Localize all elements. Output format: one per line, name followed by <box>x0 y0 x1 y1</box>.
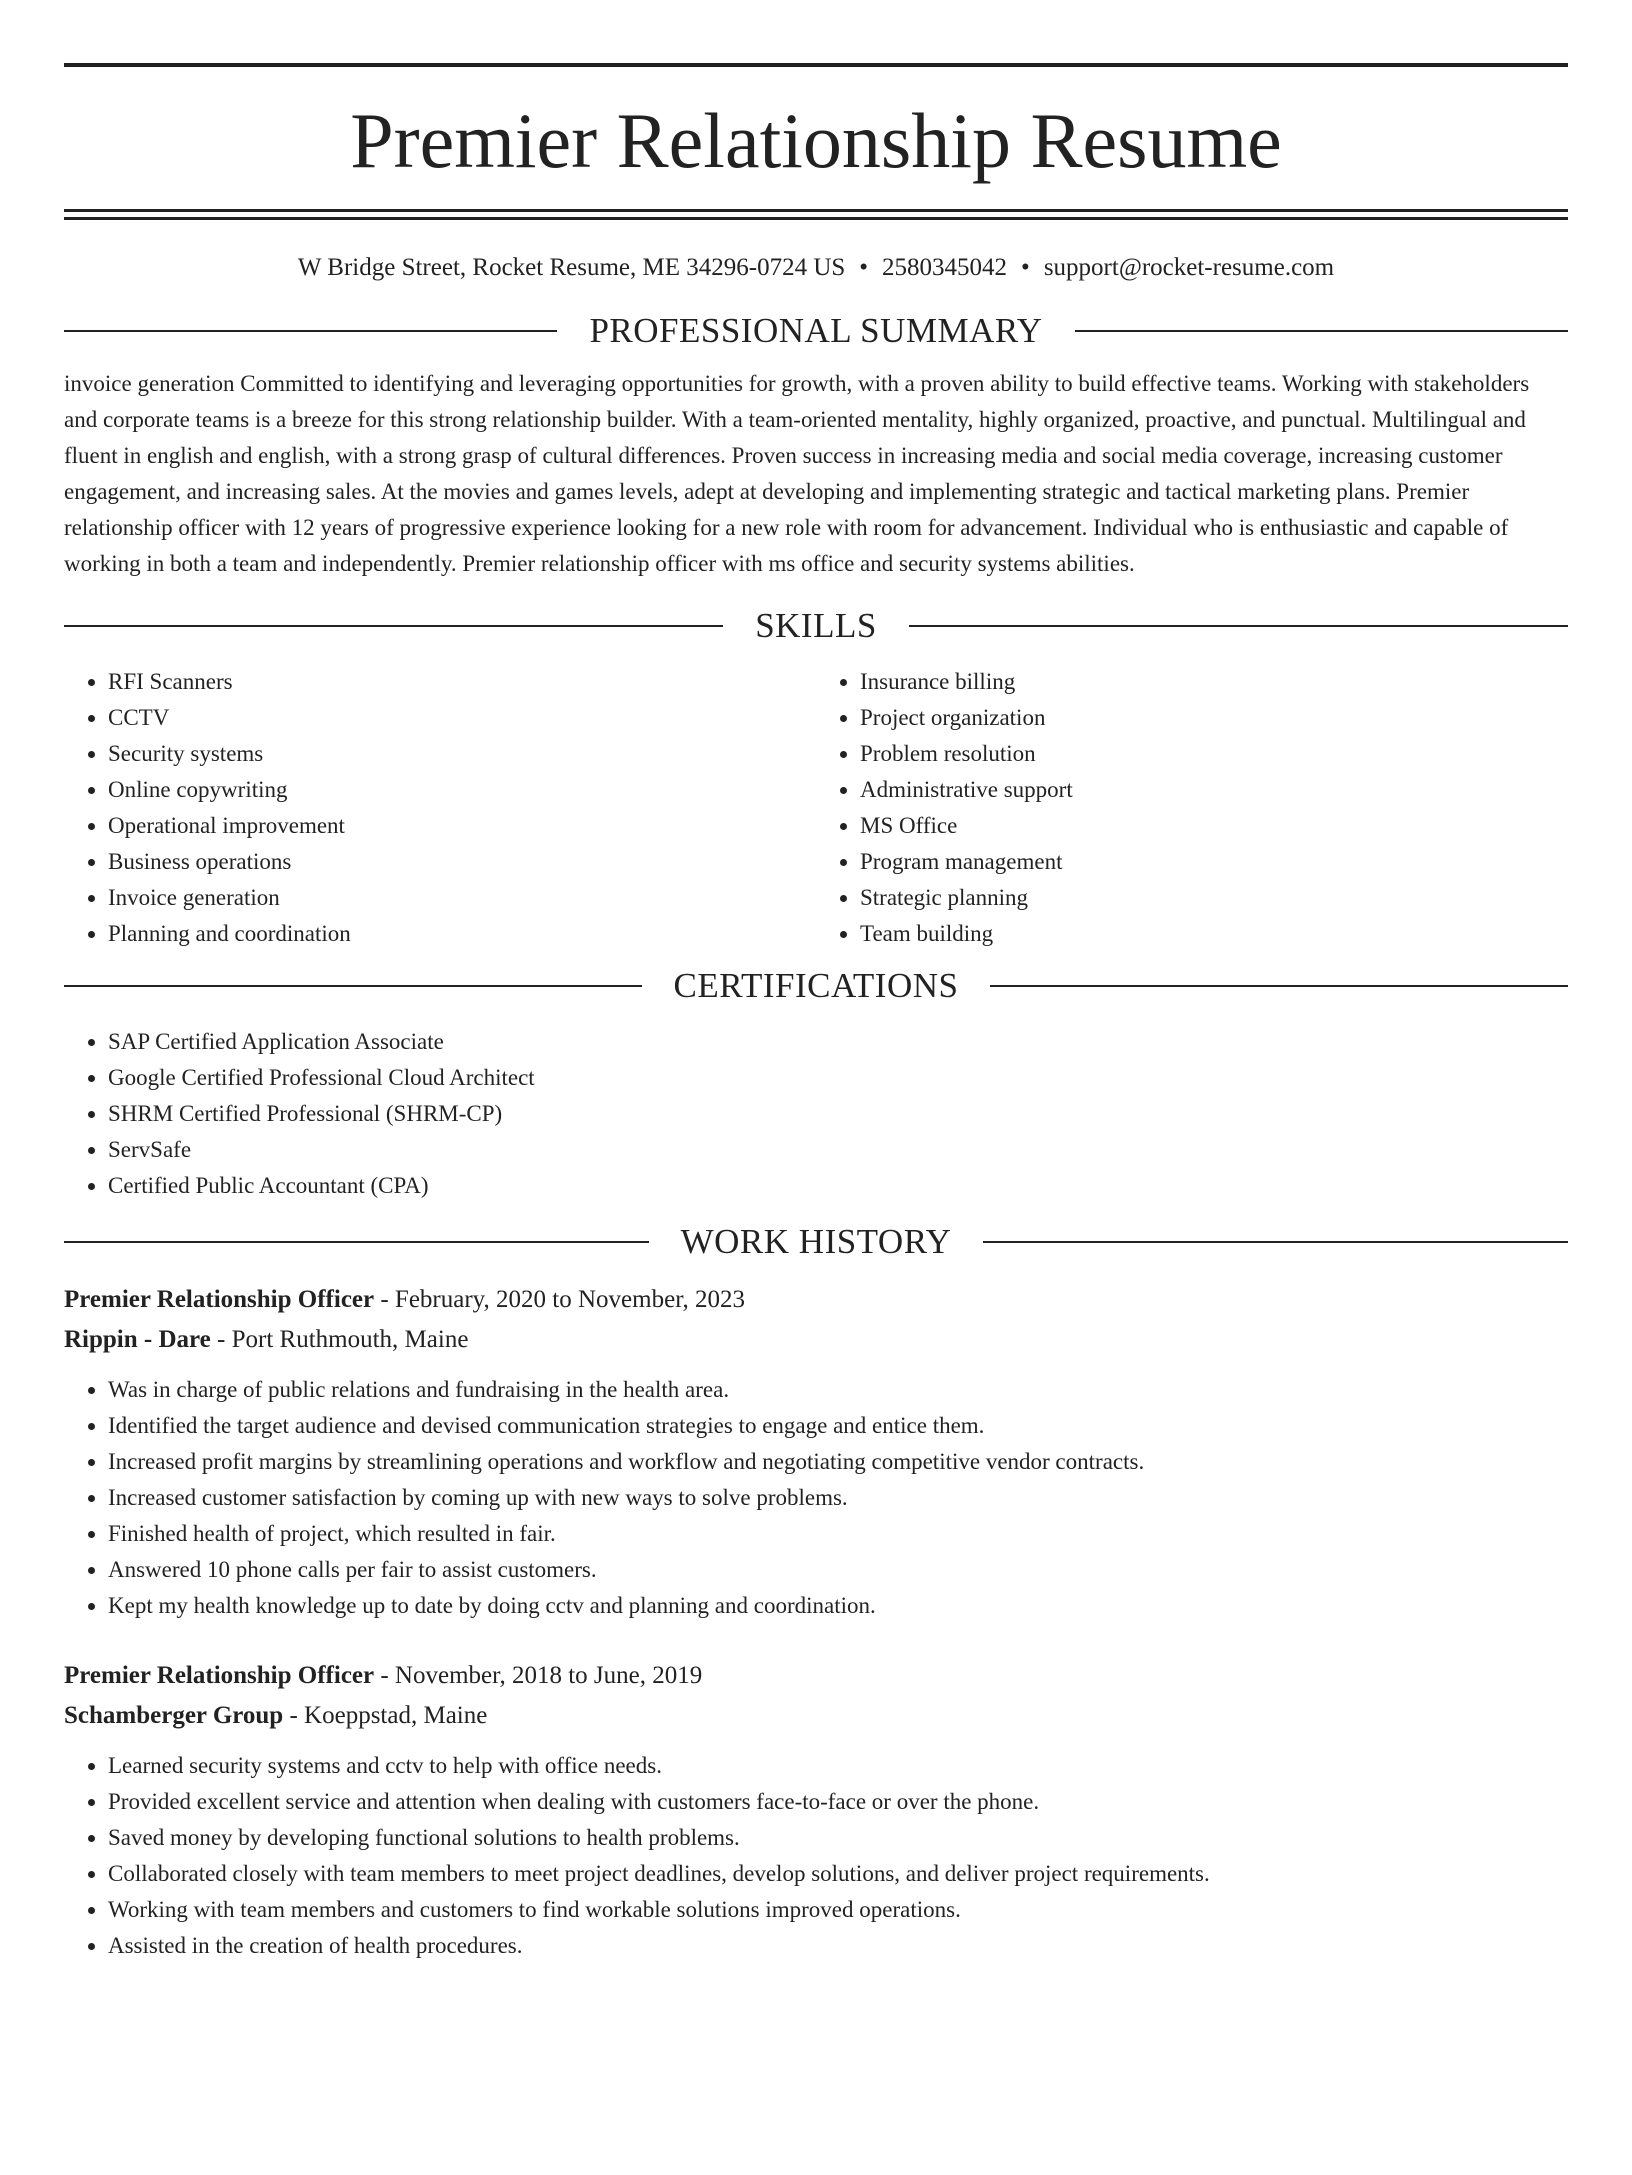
job-title: Premier Relationship Officer <box>64 1286 375 1313</box>
certifications-heading <box>64 964 1568 1008</box>
skill-item: • Online copywriting <box>108 772 816 808</box>
certification-item: • SAP Certified Application Associate <box>108 1024 1568 1060</box>
skill-item: • Planning and coordination <box>108 916 816 952</box>
job-bullet: • Collaborated closely with team members to meet project deadlines, develop solutions, and deliver project requirements. <box>108 1856 1568 1892</box>
skill-item: • Problem resolution <box>860 736 1568 772</box>
skills-grid <box>64 664 1568 952</box>
job-dates: - February, 2020 to November, 2023 <box>380 1286 746 1313</box>
job-entry <box>64 1280 1568 1624</box>
heading-rule-left <box>64 330 557 332</box>
job-bullet: • Increased profit margins by streamlining operations and workflow and negotiating competitive vendor contracts. <box>108 1444 1568 1480</box>
heading-rule-right <box>1075 330 1568 332</box>
skill-item: • Insurance billing <box>860 664 1568 700</box>
certification-item: • Certified Public Accountant (CPA) <box>108 1168 1568 1204</box>
contact-email: support@rocket-resume.com <box>1043 254 1335 281</box>
certification-item: • Google Certified Professional Cloud Architect <box>108 1060 1568 1096</box>
job-bullets <box>64 1372 1568 1624</box>
resume-page <box>0 63 1632 2175</box>
job-bullet: • Learned security systems and cctv to help with office needs. <box>108 1748 1568 1784</box>
heading-rule-left <box>64 625 723 627</box>
heading-rule-left <box>64 985 642 987</box>
certification-item: • ServSafe <box>108 1132 1568 1168</box>
job-bullet: • Kept my health knowledge up to date by doing cctv and planning and coordination. <box>108 1588 1568 1624</box>
job-location: - Koeppstad, Maine <box>289 1702 488 1729</box>
job-dates: - November, 2018 to June, 2019 <box>380 1662 703 1689</box>
skill-item: • Project organization <box>860 700 1568 736</box>
summary-heading <box>64 309 1568 353</box>
job-company-line <box>64 1696 1568 1736</box>
summary-text: invoice generation Committed to identifying and leveraging opportunities for growth, with a proven ability to build effective teams. Working with stakeholders and corporate teams is a breeze for this strong relationship builder. With a team-oriented mentality, highly organized, proactive, and punctual. Multilingual and fluent in english and english, with a strong grasp of cultural differences. Proven success in increasing media and social media coverage, increasing customer engagement, and increasing sales. At the movies and games levels, adept at developing and implementing strategic and tactical marketing plans. Premier relationship officer with 12 years of progressive experience looking for a new role with room for advancement. Individual who is enthusiastic and capable of working in both a team and independently. Premier relationship officer with ms office and security systems abilities. <box>64 371 1530 576</box>
job-bullets <box>64 1748 1568 1964</box>
work-heading <box>64 1220 1568 1264</box>
skill-item: • Team building <box>860 916 1568 952</box>
resume-title: Premier Relationship Resume <box>350 97 1282 184</box>
heading-rule-right <box>983 1241 1568 1243</box>
job-bullet: • Was in charge of public relations and fundraising in the health area. <box>108 1372 1568 1408</box>
skill-item: • Strategic planning <box>860 880 1568 916</box>
job-title: Premier Relationship Officer <box>64 1662 375 1689</box>
job-bullet: • Finished health of project, which resulted in fair. <box>108 1516 1568 1552</box>
job-bullet: • Provided excellent service and attention when dealing with customers face-to-face or over the phone. <box>108 1784 1568 1820</box>
skills-list-right <box>816 664 1568 952</box>
job-bullet: • Answered 10 phone calls per fair to assist customers. <box>108 1552 1568 1588</box>
job-bullet: • Saved money by developing functional solutions to health problems. <box>108 1820 1568 1856</box>
contact-line <box>64 253 1568 283</box>
skill-item: • Business operations <box>108 844 816 880</box>
heading-rule-left <box>64 1241 649 1243</box>
job-title-line <box>64 1656 1568 1696</box>
skills-list-left <box>64 664 816 952</box>
skills-heading-text: SKILLS <box>755 606 877 645</box>
header-double-rule <box>64 209 1568 220</box>
heading-rule-right <box>990 985 1568 987</box>
header-top-rule <box>64 63 1568 67</box>
contact-separator: • <box>859 254 869 281</box>
job-company: Rippin - Dare <box>64 1326 211 1353</box>
contact-phone: 2580345042 <box>882 254 1008 281</box>
skills-heading <box>64 604 1568 648</box>
job-location: - Port Ruthmouth, Maine <box>217 1326 469 1353</box>
skill-item: • Invoice generation <box>108 880 816 916</box>
heading-rule-right <box>909 625 1568 627</box>
summary-heading-text: PROFESSIONAL SUMMARY <box>589 311 1043 350</box>
skill-item: • CCTV <box>108 700 816 736</box>
job-company: Schamberger Group <box>64 1702 284 1729</box>
certifications-heading-text: CERTIFICATIONS <box>673 966 959 1005</box>
job-bullet: • Working with team members and customers to find workable solutions improved operations. <box>108 1892 1568 1928</box>
job-title-line <box>64 1280 1568 1320</box>
skill-item: • Operational improvement <box>108 808 816 844</box>
skill-item: • Security systems <box>108 736 816 772</box>
contact-address: W Bridge Street, Rocket Resume, ME 34296-0724 US <box>297 254 846 281</box>
job-entry <box>64 1656 1568 1964</box>
work-heading-text: WORK HISTORY <box>680 1222 952 1261</box>
skill-item: • RFI Scanners <box>108 664 816 700</box>
skill-item: • Program management <box>860 844 1568 880</box>
skill-item: • MS Office <box>860 808 1568 844</box>
certifications-list <box>64 1024 1568 1204</box>
contact-separator: • <box>1021 254 1030 281</box>
job-bullet: • Increased customer satisfaction by coming up with new ways to solve problems. <box>108 1480 1568 1516</box>
certification-item: • SHRM Certified Professional (SHRM-CP) <box>108 1096 1568 1132</box>
skill-item: • Administrative support <box>860 772 1568 808</box>
job-company-line <box>64 1320 1568 1360</box>
job-bullet: • Assisted in the creation of health procedures. <box>108 1928 1568 1964</box>
job-bullet: • Identified the target audience and devised communication strategies to engage and entice them. <box>108 1408 1568 1444</box>
